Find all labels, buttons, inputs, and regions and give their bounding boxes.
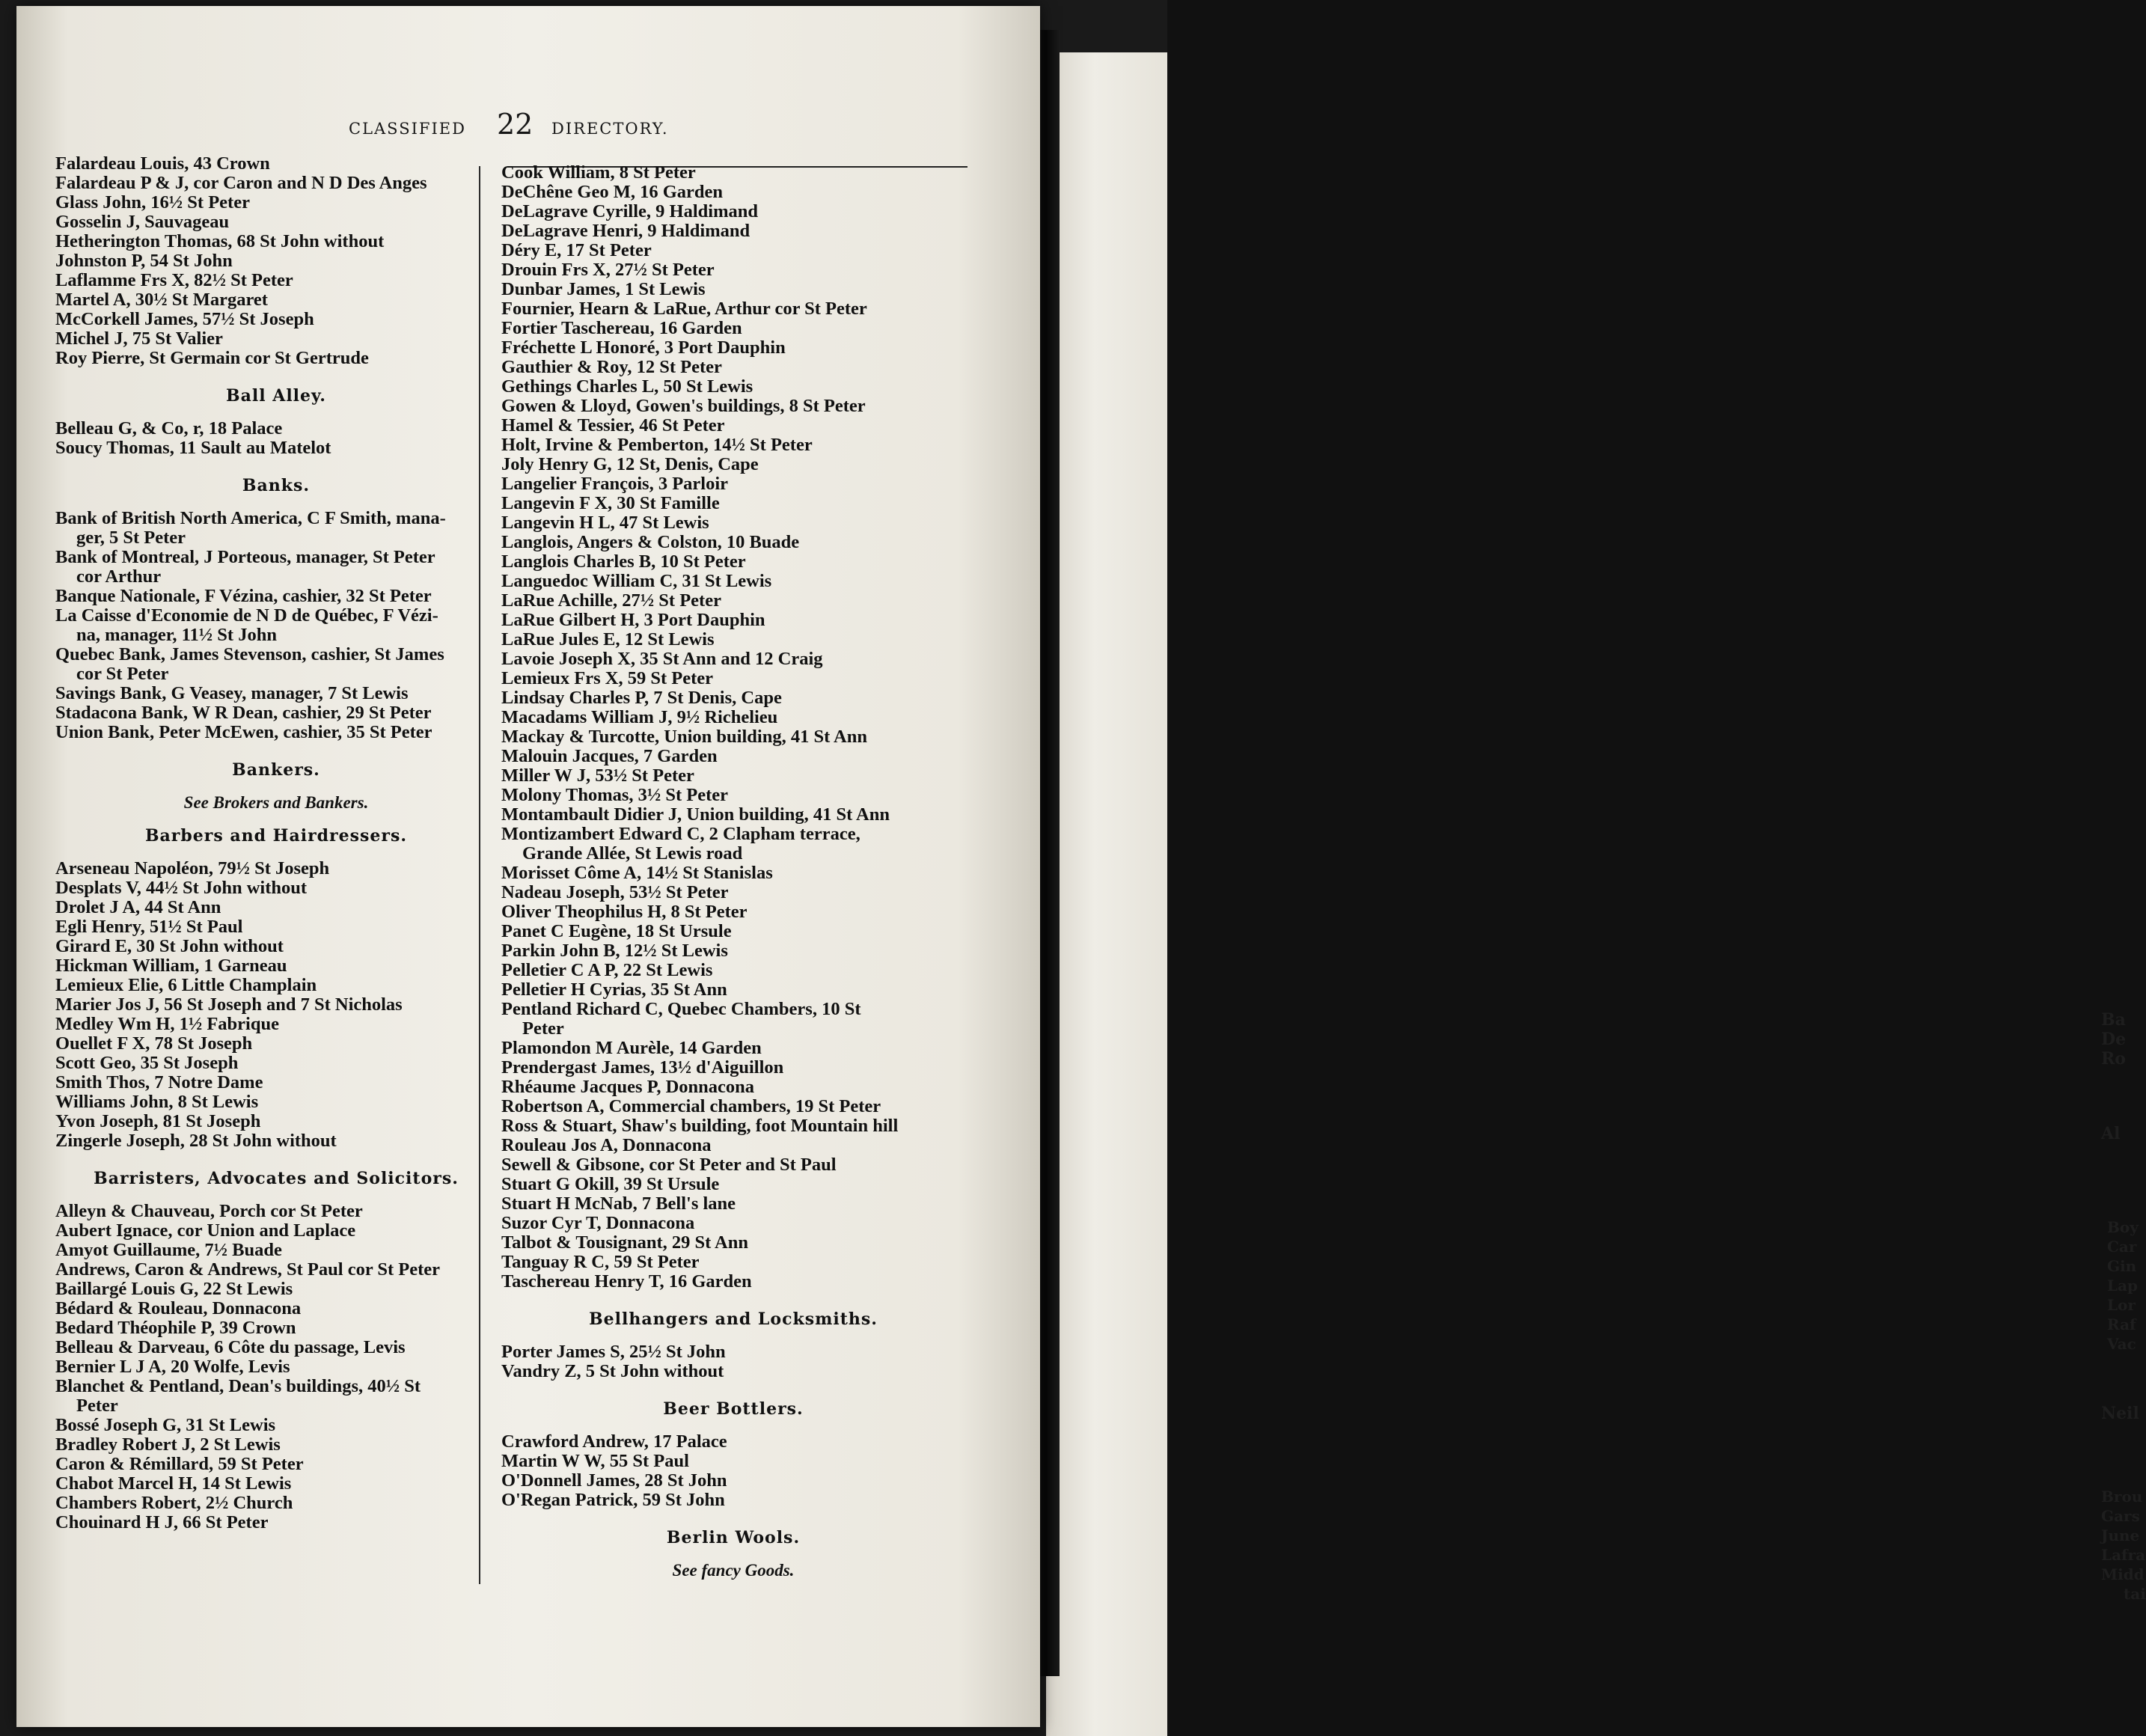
entry-line: Hickman William, 1 Garneau [55,956,287,976]
entry-line: Michel J, 75 St Valier [55,328,223,349]
entry-line: Savings Bank, G Veasey, manager, 7 St Lewis [55,683,409,703]
directory-entry [55,1280,497,1299]
directory-entry [501,1000,965,1039]
directory-entry [501,708,965,727]
entry-line: Hamel & Tessier, 46 St Peter [501,415,725,435]
entry-line: DeChêne Geo M, 16 Garden [501,182,723,202]
entry-line: Macadams William J, 9½ Richelieu [501,707,778,727]
fragment: Car [2107,1238,2137,1256]
entry-line: Smith Thos, 7 Notre Dame [55,1072,263,1092]
directory-entry [55,310,497,329]
entry-line: LaRue Gilbert H, 3 Port Dauphin [501,610,765,630]
directory-entry [55,859,497,878]
directory-entry [501,883,965,902]
entry-line: Hetherington Thomas, 68 St John without [55,231,385,251]
directory-entry [55,723,497,742]
entry-line: Gauthier & Roy, 12 St Peter [501,357,722,377]
section-heading: Barristers, Advocates and Solicitors. [94,1169,459,1188]
entry-line: Glass John, 16½ St Peter [55,192,250,213]
directory-entry [501,1253,965,1272]
fragment: Lor [2107,1296,2136,1314]
directory-entry [501,941,965,961]
entry-line: Langevin F X, 30 St Famille [501,493,720,513]
directory-entry [501,902,965,922]
directory-entry [55,1416,497,1435]
directory-entry [501,319,965,338]
entry-line: Chambers Robert, 2½ Church [55,1493,293,1513]
spacer [55,1151,497,1163]
fragment: Gars [2101,1507,2140,1525]
entry-line: Joly Henry G, 12 St, Denis, Cape [501,454,759,474]
entry-line: Bernier L J A, 20 Wolfe, Levis [55,1357,290,1377]
entry-line: Laflamme Frs X, 82½ St Peter [55,270,293,290]
entry-line: Panet C Eugène, 18 St Ursule [501,921,732,941]
entry-line: Suzor Cyr T, Donnacona [501,1213,695,1233]
directory-entry [55,349,497,368]
entry-line: Pentland Richard C, Quebec Chambers, 10 St [501,999,861,1019]
entry-line: Bedard Théophile P, 39 Crown [55,1318,296,1338]
entry-line: Falardeau Louis, 43 Crown [55,153,270,174]
directory-entry [501,513,965,533]
spacer [501,1381,965,1393]
directory-entry [55,956,497,976]
fragment: tai [2124,1585,2146,1603]
entry-line: Lemieux Frs X, 59 St Peter [501,668,714,688]
entry-continuation: cor Arthur [76,566,162,587]
directory-entry [501,1155,965,1175]
entry-line: Montizambert Edward C, 2 Clapham terrace, [501,824,860,844]
entry-line: Banque Nationale, F Vézina, cashier, 32 St Peter [55,586,432,606]
directory-entry [55,976,497,995]
directory-entry [55,645,497,684]
entry-line: Lavoie Joseph X, 35 St Ann and 12 Craig [501,649,823,669]
directory-entry [55,1112,497,1131]
entry-line: Talbot & Tousignant, 29 St Ann [501,1232,748,1253]
spacer [55,368,497,380]
entry-line: O'Regan Patrick, 59 St John [501,1490,725,1510]
directory-entry [55,1241,497,1260]
directory-entry [55,587,497,606]
directory-entry [501,1491,965,1510]
entry-line: Martin W W, 55 St Paul [501,1451,689,1471]
directory-entry [55,937,497,956]
directory-entry [501,533,965,552]
directory-entry [501,650,965,669]
directory-entry [55,1260,497,1280]
directory-entry [501,552,965,572]
directory-entry [501,163,965,183]
directory-entry [55,1015,497,1034]
entry-line: Johnston P, 54 St John [55,251,233,271]
entry-line: Sewell & Gibsone, cor St Peter and St Paul [501,1155,837,1175]
directory-entry [501,1194,965,1214]
entry-line: Lemieux Elie, 6 Little Champlain [55,975,317,995]
directory-entry [55,1054,497,1073]
entry-line: DeLagrave Cyrille, 9 Haldimand [501,201,758,221]
header-left: CLASSIFIED [349,120,466,138]
entry-line: Gethings Charles L, 50 St Lewis [501,376,753,397]
entry-line: Chouinard H J, 66 St Peter [55,1512,269,1532]
entry-line: Langlois, Angers & Colston, 10 Buade [501,532,800,552]
directory-entry [55,1034,497,1054]
directory-entry [501,1342,965,1362]
directory-entry [501,1471,965,1491]
directory-entry [501,202,965,221]
directory-entry [55,1131,497,1151]
directory-entry [501,221,965,241]
entry-line: Belleau & Darveau, 6 Côte du passage, Levis [55,1337,406,1357]
directory-entry [501,183,965,202]
directory-entry [55,1221,497,1241]
fragment: Neil [2101,1404,2139,1423]
directory-entry [501,611,965,630]
entry-line: Falardeau P & J, cor Caron and N D Des Anges [55,173,427,193]
directory-entry [55,509,497,548]
entry-continuation: Peter [522,1018,564,1039]
directory-entry [55,1073,497,1092]
entry-line: Cook William, 8 St Peter [501,162,696,183]
directory-entry [501,747,965,766]
fragment: Vac [2107,1335,2136,1353]
fragment: June [2101,1526,2140,1544]
entry-line: Parkin John B, 12½ St Lewis [501,941,728,961]
directory-entry [55,193,497,213]
fragment: De [2101,1030,2127,1049]
directory-entry [501,1116,965,1136]
directory-entry [501,435,965,455]
fragment: Boy [2107,1218,2139,1236]
directory-entry [501,416,965,435]
entry-line: Miller W J, 53½ St Peter [501,765,694,786]
directory-entry [55,1202,497,1221]
entry-line: Taschereau Henry T, 16 Garden [501,1271,752,1292]
left-column [55,154,497,1532]
directory-entry [55,213,497,232]
header-right: DIRECTORY. [551,120,669,138]
entry-line: Blanchet & Pentland, Dean's buildings, 40½ St [55,1376,421,1396]
entry-line: Morisset Côme A, 14½ St Stanislas [501,863,773,883]
entry-line: Medley Wm H, 1½ Fabrique [55,1014,279,1034]
section-heading: Barbers and Hairdressers. [144,826,408,846]
entry-line: Crawford Andrew, 17 Palace [501,1431,727,1452]
directory-entry [501,1097,965,1116]
entry-line: Prendergast James, 13½ d'Aiguillon [501,1057,784,1078]
section-heading: Bankers. [232,760,320,780]
directory-entry [501,805,965,825]
directory-entry [55,419,497,438]
entry-line: Quebec Bank, James Stevenson, cashier, St James [55,644,444,664]
directory-entry [55,684,497,703]
entry-line: Aubert Ignace, cor Union and Laplace [55,1220,356,1241]
entry-line: Marier Jos J, 56 St Joseph and 7 St Nicholas [55,994,403,1015]
directory-entry [501,630,965,650]
fragment: Lap [2107,1277,2139,1295]
fragment: Ba [2101,1010,2126,1030]
entry-line: Pelletier C A P, 22 St Lewis [501,960,713,980]
directory-entry [501,786,965,805]
entry-line: Martel A, 30½ St Margaret [55,290,268,310]
entry-continuation: Peter [76,1396,118,1416]
entry-line: Plamondon M Aurèle, 14 Garden [501,1038,762,1058]
directory-entry [55,232,497,251]
entry-line: Nadeau Joseph, 53½ St Peter [501,882,729,902]
entry-line: Languedoc William C, 31 St Lewis [501,571,772,591]
entry-line: Scott Geo, 35 St Joseph [55,1053,239,1073]
directory-entry [501,727,965,747]
fragment: Brou [2101,1488,2143,1506]
directory-entry [501,980,965,1000]
section-heading: Bellhangers and Locksmiths. [589,1309,878,1329]
directory-entry [55,174,497,193]
directory-entry [501,961,965,980]
directory-entry [501,766,965,786]
entry-line: Porter James S, 25½ St John [501,1342,726,1362]
directory-entry [501,1078,965,1097]
directory-entry [501,1233,965,1253]
directory-entry [55,329,497,349]
entry-line: Caron & Rémillard, 59 St Peter [55,1454,304,1474]
directory-entry [501,1136,965,1155]
directory-entry [55,154,497,174]
page-header [0,108,1040,159]
directory-entry [501,1214,965,1233]
directory-entry [55,1435,497,1455]
entry-line: Stuart G Okill, 39 St Ursule [501,1174,720,1194]
entry-line: Dunbar James, 1 St Lewis [501,279,706,299]
section-heading: Banks. [242,476,311,495]
directory-entry [501,397,965,416]
entry-line: Gosselin J, Sauvageau [55,212,230,232]
entry-line: Montambault Didier J, Union building, 41 St Ann [501,804,890,825]
adjacent-page [1046,52,2146,1736]
directory-entry [55,1092,497,1112]
directory-entry [501,494,965,513]
entry-line: Gowen & Lloyd, Gowen's buildings, 8 St Peter [501,396,866,416]
entry-line: Mackay & Turcotte, Union building, 41 St Ann [501,727,867,747]
entry-line: Langlois Charles B, 10 St Peter [501,551,746,572]
entry-line: Fortier Taschereau, 16 Garden [501,318,742,338]
cross-reference-note: See Brokers and Bankers. [183,793,369,812]
fragment: Raf [2107,1315,2136,1333]
entry-line: Bank of Montreal, J Porteous, manager, St Peter [55,547,435,567]
fragment: Lafra [2101,1546,2146,1564]
directory-entry [501,377,965,397]
entry-line: Andrews, Caron & Andrews, St Paul cor St Peter [55,1259,441,1280]
entry-line: Bradley Robert J, 2 St Lewis [55,1434,281,1455]
entry-line: DeLagrave Henri, 9 Haldimand [501,221,751,241]
directory-entry [501,260,965,280]
entry-line: Stadacona Bank, W R Dean, cashier, 29 St Peter [55,703,432,723]
entry-line: Rhéaume Jacques P, Donnacona [501,1077,755,1097]
entry-line: Bank of British North America, C F Smith, mana- [55,508,446,528]
directory-entry [55,1377,497,1416]
entry-continuation: Grande Allée, St Lewis road [522,843,743,864]
directory-entry [501,922,965,941]
directory-entry [55,1455,497,1474]
entry-line: Langevin H L, 47 St Lewis [501,513,709,533]
entry-line: Yvon Joseph, 81 St Joseph [55,1111,261,1131]
fragment: Midd [2101,1565,2145,1583]
entry-line: Rouleau Jos A, Donnacona [501,1135,712,1155]
entry-line: Amyot Guillaume, 7½ Buade [55,1240,282,1260]
entry-line: Holt, Irvine & Pemberton, 14½ St Peter [501,435,813,455]
entry-line: McCorkell James, 57½ St Joseph [55,309,314,329]
entry-line: Drolet J A, 44 St Ann [55,897,221,917]
entry-line: Drouin Frs X, 27½ St Peter [501,260,715,280]
entry-line: Ross & Stuart, Shaw's building, foot Mountain hill [501,1116,899,1136]
entry-line: Tanguay R C, 59 St Peter [501,1252,700,1272]
directory-entry [55,878,497,898]
entry-line: La Caisse d'Economie de N D de Québec, F Vézi- [55,605,438,626]
entry-line: Belleau G, & Co, r, 18 Palace [55,418,283,438]
entry-line: Bédard & Rouleau, Donnacona [55,1298,302,1318]
entry-line: Bossé Joseph G, 31 St Lewis [55,1415,276,1435]
spacer [501,1292,965,1303]
directory-entry [55,703,497,723]
directory-entry [501,1039,965,1058]
fragment: Al [2101,1124,2121,1143]
directory-entry [501,864,965,883]
directory-entry [501,338,965,358]
entry-line: Williams John, 8 St Lewis [55,1092,259,1112]
directory-entry [501,1272,965,1292]
directory-entry [55,1474,497,1494]
entry-line: Desplats V, 44½ St John without [55,878,308,898]
fragment: Ro [2101,1049,2126,1069]
section-heading: Ball Alley. [226,386,326,406]
directory-entry [55,290,497,310]
directory-entry [55,1513,497,1532]
entry-line: Baillargé Louis G, 22 St Lewis [55,1279,293,1299]
directory-entry [55,271,497,290]
directory-entry [501,1432,965,1452]
directory-entry [501,591,965,611]
entry-line: Arseneau Napoléon, 79½ St Joseph [55,858,330,878]
entry-line: Chabot Marcel H, 14 St Lewis [55,1473,292,1494]
directory-entry [55,995,497,1015]
entry-line: Egli Henry, 51½ St Paul [55,917,243,937]
entry-continuation: ger, 5 St Peter [76,528,186,548]
entry-line: Molony Thomas, 3½ St Peter [501,785,729,805]
entry-line: Robertson A, Commercial chambers, 19 St Peter [501,1096,881,1116]
entry-line: Malouin Jacques, 7 Garden [501,746,718,766]
directory-entry [55,606,497,645]
directory-entry [55,438,497,458]
directory-entry [55,1357,497,1377]
directory-entry [501,474,965,494]
fragment: Gin [2107,1257,2137,1275]
entry-line: Roy Pierre, St Germain cor St Gertrude [55,348,369,368]
directory-entry [501,1058,965,1078]
entry-line: Vandry Z, 5 St John without [501,1361,724,1381]
entry-line: LaRue Jules E, 12 St Lewis [501,629,715,650]
section-heading: Beer Bottlers. [663,1399,804,1419]
directory-entry [55,1318,497,1338]
directory-entry [55,917,497,937]
right-column [501,163,965,1594]
directory-entry [55,1494,497,1513]
directory-entry [501,455,965,474]
directory-entry [501,1175,965,1194]
directory-entry [501,241,965,260]
entry-line: Lindsay Charles P, 7 St Denis, Cape [501,688,782,708]
spacer [501,1510,965,1522]
directory-entry [501,1452,965,1471]
directory-entry [501,299,965,319]
entry-line: Pelletier H Cyrias, 35 St Ann [501,979,727,1000]
directory-entry [55,1338,497,1357]
entry-line: Oliver Theophilus H, 8 St Peter [501,902,748,922]
entry-line: Union Bank, Peter McEwen, cashier, 35 St Peter [55,722,432,742]
entry-line: Stuart H McNab, 7 Bell's lane [501,1194,736,1214]
entry-line: Girard E, 30 St John without [55,936,284,956]
entry-line: Soucy Thomas, 11 Sault au Matelot [55,438,331,458]
entry-line: Langelier François, 3 Parloir [501,474,729,494]
directory-entry [55,898,497,917]
directory-entry [55,1299,497,1318]
entry-line: LaRue Achille, 27½ St Peter [501,590,721,611]
directory-entry [501,358,965,377]
directory-entry [501,280,965,299]
page-number: 22 [497,108,534,141]
entry-line: Déry E, 17 St Peter [501,240,652,260]
entry-line: O'Donnell James, 28 St John [501,1470,727,1491]
spacer [55,458,497,470]
section-heading: Berlin Wools. [666,1528,801,1547]
spacer [55,742,497,754]
directory-entry [501,1362,965,1381]
directory-entry [501,572,965,591]
directory-entry [55,548,497,587]
entry-continuation: na, manager, 11½ St John [76,625,277,645]
directory-entry [55,251,497,271]
entry-line: Fréchette L Honoré, 3 Port Dauphin [501,337,786,358]
entry-continuation: cor St Peter [76,664,169,684]
entry-line: Zingerle Joseph, 28 St John without [55,1131,337,1151]
entry-line: Fournier, Hearn & LaRue, Arthur cor St Peter [501,299,867,319]
directory-entry [501,825,965,864]
cross-reference-note: See fancy Goods. [672,1561,795,1580]
directory-entry [501,669,965,688]
directory-entry [501,688,965,708]
entry-line: Ouellet F X, 78 St Joseph [55,1033,253,1054]
entry-line: Alleyn & Chauveau, Porch cor St Peter [55,1201,363,1221]
